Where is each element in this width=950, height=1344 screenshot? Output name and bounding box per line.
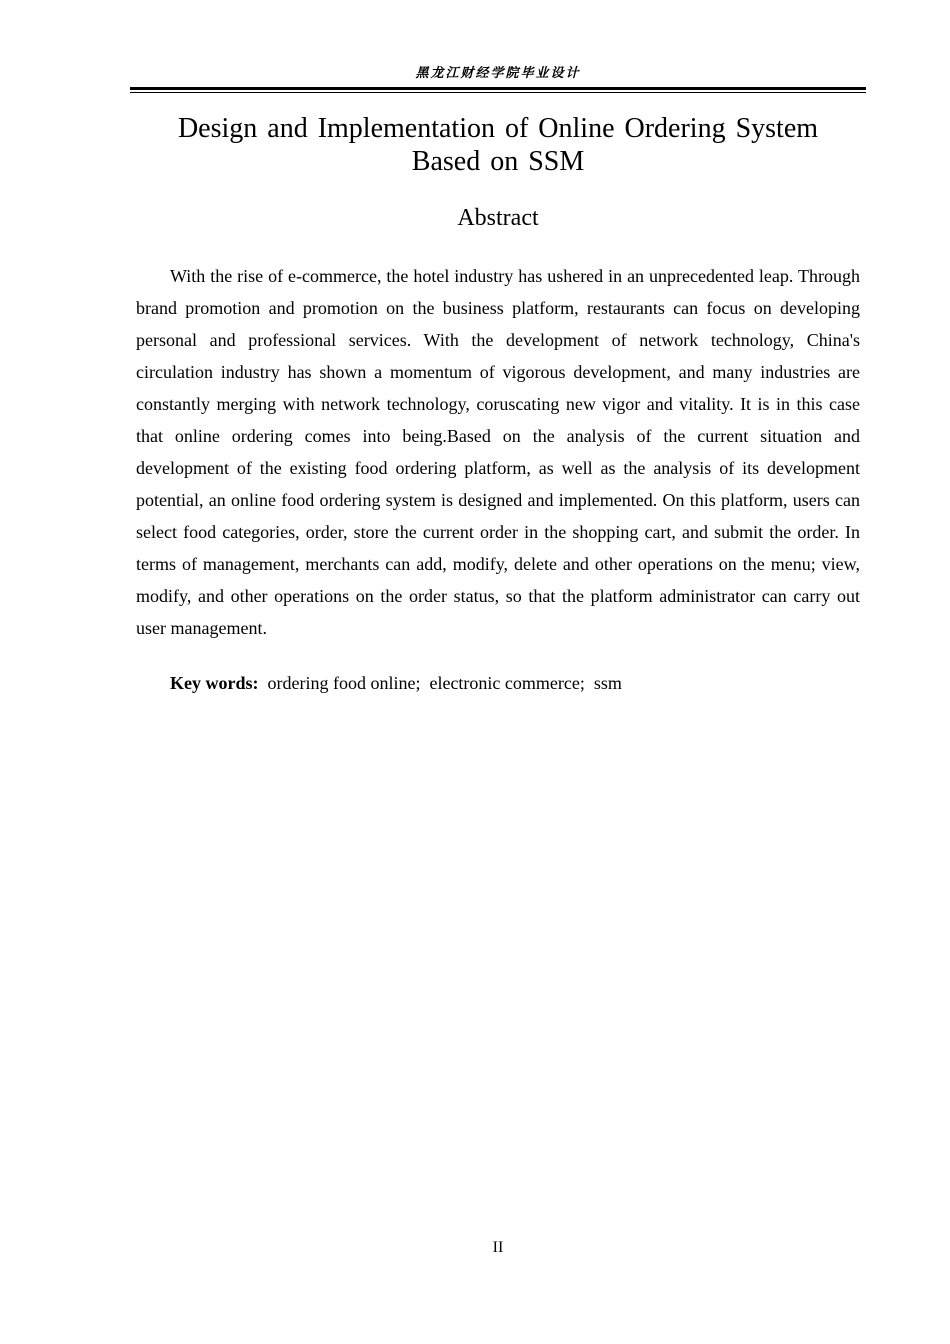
header-rule-thin <box>130 92 866 93</box>
thesis-title: Design and Implementation of Online Ordering System Based on SSM <box>177 113 819 177</box>
abstract-heading: Abstract <box>457 205 539 231</box>
keywords-line <box>170 668 622 698</box>
header-rule-thick <box>130 87 866 90</box>
abstract-body: With the rise of e-commerce, the hotel industry has ushered in an unprecedented leap. Through brand promotion and promotion on the business platform, restaurants can focus on developing personal and professional services. With the development of network technology, China's circulation industry has shown a momentum of vigorous development, and many industries are constantly merging with network technology, coruscating new vigor and vitality. It is in this case that online ordering comes into being.Based on the analysis of the current situation and development of the existing food ordering platform, as well as the analysis of its development potential, an online food ordering system is designed and implemented. On this platform, users can select food categories, order, store the current order in the shopping cart, and submit the order. In terms of management, merchants can add, modify, delete and other operations on the menu; view, modify, and other operations on the order status, so that the platform administrator can carry out user management. <box>136 266 860 638</box>
keywords-list: ordering food online; electronic commerce; ssm <box>267 673 622 693</box>
keywords-label: Key words: <box>170 673 259 693</box>
page-number: II <box>492 1239 504 1256</box>
running-header: 黑龙江财经学院毕业设计 <box>415 66 581 81</box>
